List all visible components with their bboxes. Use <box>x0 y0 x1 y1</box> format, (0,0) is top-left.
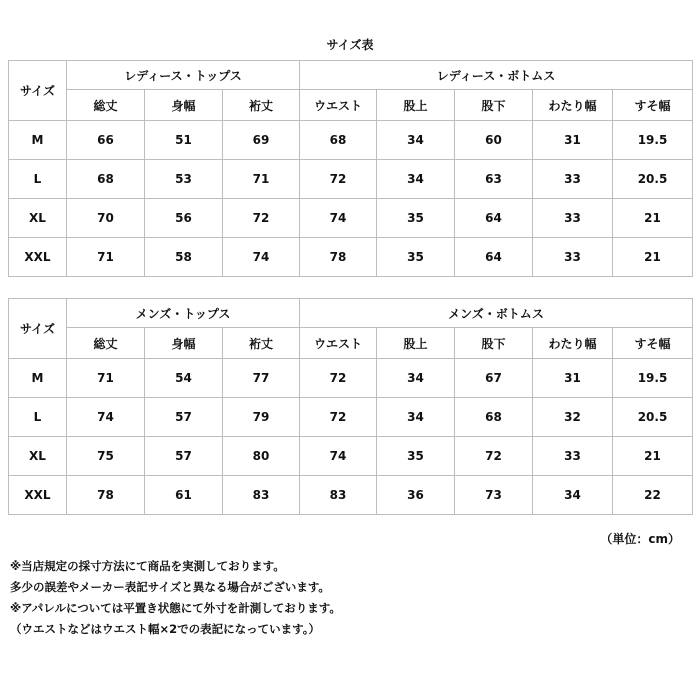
value-cell: 19.5 <box>613 359 693 398</box>
value-cell: 72 <box>223 199 300 238</box>
column-header-row <box>9 328 693 359</box>
value-cell: 69 <box>223 121 300 160</box>
value-cell: 67 <box>455 359 533 398</box>
note-line: ※アパレルについては平置き状態にて外寸を計測しております。 <box>10 601 341 615</box>
value-cell: 77 <box>223 359 300 398</box>
value-cell: 58 <box>145 238 223 277</box>
value-cell: 34 <box>533 476 613 515</box>
value-cell: 70 <box>67 199 145 238</box>
column-header: 裄丈 <box>223 90 300 121</box>
size-cell: L <box>9 398 67 437</box>
size-cell: M <box>9 121 67 160</box>
size-header: サイズ <box>9 61 67 121</box>
value-cell: 33 <box>533 238 613 277</box>
value-cell: 35 <box>377 238 455 277</box>
value-cell: 73 <box>455 476 533 515</box>
value-cell: 71 <box>223 160 300 199</box>
value-cell: 72 <box>300 160 377 199</box>
value-cell: 75 <box>67 437 145 476</box>
value-cell: 51 <box>145 121 223 160</box>
bottoms-group-header: メンズ・ボトムス <box>300 299 693 328</box>
value-cell: 71 <box>67 359 145 398</box>
column-header: 総丈 <box>67 328 145 359</box>
column-header: わたり幅 <box>533 90 613 121</box>
size-cell: XL <box>9 437 67 476</box>
value-cell: 20.5 <box>613 160 693 199</box>
column-header: すそ幅 <box>613 90 693 121</box>
note-line: （ウエストなどはウエスト幅×2での表記になっています。） <box>10 622 320 636</box>
value-cell: 34 <box>377 121 455 160</box>
table-row <box>9 398 693 437</box>
value-cell: 57 <box>145 398 223 437</box>
size-cell: L <box>9 160 67 199</box>
value-cell: 83 <box>300 476 377 515</box>
value-cell: 64 <box>455 238 533 277</box>
value-cell: 78 <box>300 238 377 277</box>
column-header: 裄丈 <box>223 328 300 359</box>
table-row <box>9 476 693 515</box>
value-cell: 71 <box>67 238 145 277</box>
value-cell: 31 <box>533 121 613 160</box>
column-header: わたり幅 <box>533 328 613 359</box>
column-header: 股上 <box>377 328 455 359</box>
value-cell: 35 <box>377 437 455 476</box>
value-cell: 56 <box>145 199 223 238</box>
value-cell: 64 <box>455 199 533 238</box>
value-cell: 20.5 <box>613 398 693 437</box>
group-header-row <box>9 61 693 90</box>
column-header: ウエスト <box>300 90 377 121</box>
tops-group-header: レディース・トップス <box>67 61 300 90</box>
value-cell: 83 <box>223 476 300 515</box>
table-row <box>9 437 693 476</box>
table-row <box>9 121 693 160</box>
size-cell: M <box>9 359 67 398</box>
value-cell: 72 <box>300 398 377 437</box>
value-cell: 66 <box>67 121 145 160</box>
table-row <box>9 238 693 277</box>
value-cell: 34 <box>377 398 455 437</box>
value-cell: 68 <box>67 160 145 199</box>
bottoms-group-header: レディース・ボトムス <box>300 61 693 90</box>
value-cell: 74 <box>67 398 145 437</box>
column-header: ウエスト <box>300 328 377 359</box>
value-cell: 72 <box>455 437 533 476</box>
value-cell: 74 <box>300 437 377 476</box>
value-cell: 34 <box>377 359 455 398</box>
ladies-size-table <box>8 60 693 277</box>
value-cell: 74 <box>223 238 300 277</box>
value-cell: 63 <box>455 160 533 199</box>
value-cell: 32 <box>533 398 613 437</box>
table-row <box>9 199 693 238</box>
value-cell: 22 <box>613 476 693 515</box>
value-cell: 79 <box>223 398 300 437</box>
size-cell: XL <box>9 199 67 238</box>
unit-label: （単位：cm） <box>600 532 680 546</box>
note-line: ※当店規定の採寸方法にて商品を実測しております。 <box>10 559 285 573</box>
value-cell: 19.5 <box>613 121 693 160</box>
notes <box>10 556 341 640</box>
value-cell: 33 <box>533 160 613 199</box>
value-cell: 21 <box>613 199 693 238</box>
value-cell: 68 <box>455 398 533 437</box>
column-header: 股下 <box>455 328 533 359</box>
value-cell: 60 <box>455 121 533 160</box>
column-header: 総丈 <box>67 90 145 121</box>
value-cell: 21 <box>613 238 693 277</box>
tops-group-header: メンズ・トップス <box>67 299 300 328</box>
value-cell: 74 <box>300 199 377 238</box>
value-cell: 31 <box>533 359 613 398</box>
value-cell: 35 <box>377 199 455 238</box>
value-cell: 34 <box>377 160 455 199</box>
value-cell: 36 <box>377 476 455 515</box>
column-header: 身幅 <box>145 328 223 359</box>
size-cell: XXL <box>9 238 67 277</box>
table-row <box>9 359 693 398</box>
page-title: サイズ表 <box>326 38 374 52</box>
column-header: 股下 <box>455 90 533 121</box>
value-cell: 61 <box>145 476 223 515</box>
value-cell: 57 <box>145 437 223 476</box>
note-line: 多少の誤差やメーカー表記サイズと異なる場合がございます。 <box>10 580 330 594</box>
value-cell: 33 <box>533 437 613 476</box>
value-cell: 54 <box>145 359 223 398</box>
column-header: 身幅 <box>145 90 223 121</box>
size-header: サイズ <box>9 299 67 359</box>
value-cell: 21 <box>613 437 693 476</box>
column-header: 股上 <box>377 90 455 121</box>
value-cell: 68 <box>300 121 377 160</box>
size-cell: XXL <box>9 476 67 515</box>
value-cell: 72 <box>300 359 377 398</box>
value-cell: 33 <box>533 199 613 238</box>
column-header: すそ幅 <box>613 328 693 359</box>
group-header-row <box>9 299 693 328</box>
mens-size-table <box>8 298 693 515</box>
column-header-row <box>9 90 693 121</box>
value-cell: 80 <box>223 437 300 476</box>
table-row <box>9 160 693 199</box>
value-cell: 53 <box>145 160 223 199</box>
value-cell: 78 <box>67 476 145 515</box>
